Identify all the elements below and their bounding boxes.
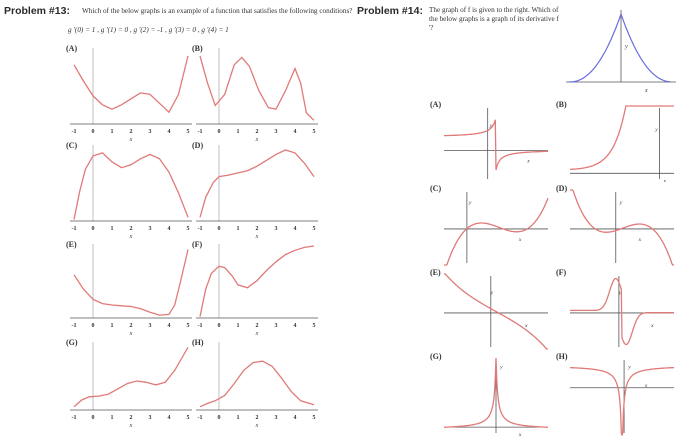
derivative-curve (444, 274, 548, 349)
p14-label-b: (B) (556, 100, 567, 109)
tick-label: -1 (197, 226, 203, 232)
tick-label: 3 (148, 415, 152, 421)
problem-14-title: Problem #14: (357, 5, 423, 17)
tick-label: 2 (129, 129, 133, 135)
tick-label: -1 (71, 415, 77, 421)
tick-label: 1 (236, 415, 240, 421)
x-axis-label: x (255, 331, 259, 337)
p14-graph-e[interactable] (430, 268, 552, 355)
p13-label-f: (F) (192, 240, 203, 249)
x-axis-label: x (129, 331, 133, 337)
y-axis-label: y (618, 289, 622, 296)
x-axis-label: x (644, 382, 648, 389)
tick-label: 5 (312, 226, 316, 232)
tick-label: 5 (186, 129, 190, 135)
tick-label: 4 (167, 415, 171, 421)
tick-label: 2 (255, 129, 259, 135)
x-axis-label: x (129, 137, 133, 143)
tick-label: 0 (91, 323, 95, 329)
tick-label: 3 (274, 323, 278, 329)
tick-label: 5 (312, 323, 316, 329)
x-axis-label: x (651, 323, 654, 330)
tick-label: 0 (91, 226, 95, 232)
p13-label-g: (G) (66, 338, 78, 347)
tick-label: 1 (110, 129, 114, 135)
p14-graph-c[interactable] (430, 184, 552, 271)
p13-label-d: (D) (192, 141, 204, 150)
tick-label: 3 (274, 129, 278, 135)
x-axis-label: x (129, 423, 133, 429)
x-axis-label: x (525, 323, 528, 330)
tick-label: 3 (148, 323, 152, 329)
tick-label: 1 (110, 226, 114, 232)
tick-label: 4 (293, 415, 297, 421)
x-axis-label: x (255, 234, 259, 240)
y-axis-label: y (619, 200, 623, 207)
p14-graph-g[interactable] (430, 352, 552, 439)
p13-graph-d[interactable] (192, 141, 322, 246)
tick-label: 4 (293, 226, 297, 232)
p13-graph-e[interactable] (66, 240, 196, 345)
tick-label: 5 (186, 323, 190, 329)
function-curve (200, 56, 314, 120)
tick-label: 0 (217, 226, 221, 232)
x-axis-label: x (518, 431, 522, 436)
tick-label: 1 (236, 323, 240, 329)
problem-14-text: The graph of f is given to the right. Which of the below graphs is a graph of its derivative f '? (429, 6, 559, 32)
f-curve (569, 14, 670, 82)
p14-label-f: (F) (556, 268, 567, 277)
tick-label: 0 (217, 323, 221, 329)
p13-label-c: (C) (66, 141, 78, 150)
p13-graph-b[interactable] (192, 44, 322, 149)
tick-label: 2 (255, 226, 259, 232)
function-curve (200, 246, 314, 317)
p13-graph-h[interactable] (192, 338, 322, 439)
tick-label: 3 (274, 226, 278, 232)
x-axis-label: x (527, 158, 530, 165)
p13-label-h: (H) (192, 338, 204, 347)
x-axis-label: x (663, 178, 667, 182)
function-curve (74, 347, 188, 406)
p13-graph-a[interactable] (66, 44, 196, 149)
problem-13-conditions: g '(0) = 1 , g '(1) = 0 , g '(2) = -1 , g '(3) = 0 , g '(4) = 1 (68, 26, 229, 34)
tick-label: 0 (91, 415, 95, 421)
y-axis-label: y (500, 364, 503, 371)
y-axis-label: y (468, 200, 472, 207)
p14-label-a: (A) (430, 100, 442, 109)
tick-label: 2 (129, 323, 133, 329)
y-axis-label: y (628, 364, 631, 371)
function-curve (74, 153, 188, 220)
function-curve (200, 361, 314, 407)
x-axis-label: x (638, 237, 642, 244)
y-axis-label: y (489, 123, 493, 130)
tick-label: 0 (217, 415, 221, 421)
x-axis-label: x (129, 234, 133, 240)
x-axis-label: x (255, 423, 259, 429)
tick-label: -1 (197, 415, 203, 421)
tick-label: 2 (129, 226, 133, 232)
p14-graph-b[interactable] (556, 100, 678, 187)
tick-label: 4 (293, 129, 297, 135)
tick-label: 5 (186, 415, 190, 421)
derivative-curve (570, 106, 674, 169)
y-axis-label: y (655, 126, 658, 133)
function-curve (74, 56, 188, 112)
tick-label: 1 (236, 226, 240, 232)
derivative-curve (444, 120, 548, 170)
tick-label: 4 (293, 323, 297, 329)
derivative-curve (570, 279, 674, 345)
tick-label: 1 (236, 129, 240, 135)
p14-graph-d[interactable] (556, 184, 678, 271)
p14-label-h: (H) (556, 352, 568, 361)
tick-label: 2 (255, 415, 259, 421)
y-axis-label: y (490, 289, 494, 296)
p14-label-e: (E) (430, 268, 441, 277)
derivative-curve (570, 368, 674, 435)
function-curve (74, 250, 188, 316)
problem-13-text: Which of the below graphs is an example of a function that satisfies the following conditions? (82, 7, 353, 15)
tick-label: 3 (274, 415, 278, 421)
tick-label: 3 (148, 129, 152, 135)
p14-label-g: (G) (430, 352, 442, 361)
x-axis-label: x (518, 237, 522, 244)
tick-label: 5 (186, 226, 190, 232)
p14-label-c: (C) (430, 184, 442, 193)
tick-label: 5 (312, 129, 316, 135)
tick-label: 1 (110, 323, 114, 329)
p13-label-e: (E) (66, 240, 77, 249)
x-axis-label: x (255, 137, 259, 143)
p14-graph-f[interactable] (556, 268, 678, 355)
tick-label: 1 (110, 415, 114, 421)
tick-label: 0 (91, 129, 95, 135)
tick-label: 0 (217, 129, 221, 135)
problem-13-title: Problem #13: (4, 5, 70, 17)
tick-label: -1 (197, 323, 203, 329)
tick-label: 2 (129, 415, 133, 421)
p14-graph-h[interactable] (556, 352, 678, 439)
tick-label: -1 (71, 226, 77, 232)
p14-graph-a[interactable] (430, 100, 552, 187)
p13-label-a: (A) (66, 44, 78, 53)
tick-label: -1 (71, 323, 77, 329)
tick-label: 3 (148, 226, 152, 232)
p13-graph-c[interactable] (66, 141, 196, 246)
p13-graph-g[interactable] (66, 338, 196, 439)
tick-label: 4 (167, 129, 171, 135)
function-curve (200, 150, 314, 217)
x-axis-label: x (645, 88, 648, 94)
tick-label: 2 (255, 323, 259, 329)
tick-label: 5 (312, 415, 316, 421)
p13-graph-f[interactable] (192, 240, 322, 345)
tick-label: -1 (197, 129, 203, 135)
p14-label-d: (D) (556, 184, 568, 193)
tick-label: 4 (167, 226, 171, 232)
derivative-curve (444, 198, 548, 265)
p14-f-graph (562, 6, 680, 99)
tick-label: -1 (71, 129, 77, 135)
tick-label: 4 (167, 323, 171, 329)
p13-label-b: (B) (192, 44, 203, 53)
y-axis-label: y (625, 44, 628, 50)
